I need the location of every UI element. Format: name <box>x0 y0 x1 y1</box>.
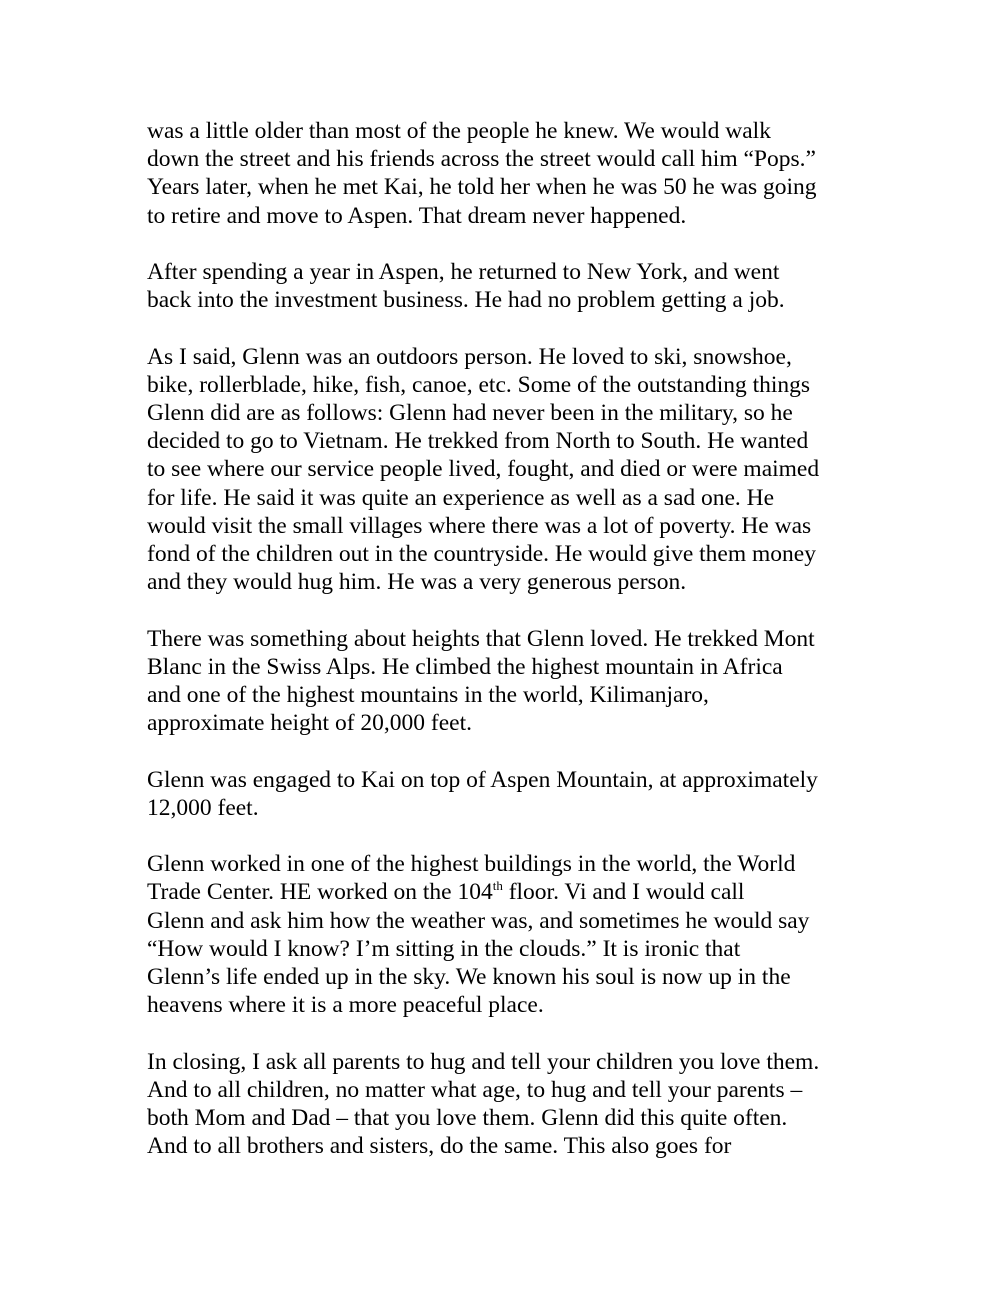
paragraph-new-york <box>147 258 867 314</box>
paragraph-outdoors <box>147 343 867 597</box>
ordinal-suffix: th <box>492 878 503 894</box>
text-line: and one of the highest mountains in the world, Kilimanjaro, <box>147 682 709 709</box>
text-line: As I said, Glenn was an outdoors person. He loved to ski, snowshoe, <box>147 343 792 370</box>
text-line: back into the investment business. He had no problem getting a job. <box>147 287 785 314</box>
text-line: and they would hug him. He was a very generous person. <box>147 569 687 596</box>
text-line: Glenn did are as follows: Glenn had never been in the military, so he <box>147 400 793 426</box>
text-line: for life. He said it was quite an experience as well as a sad one. He <box>147 484 775 511</box>
text-line: And to all brothers and sisters, do the same. This also goes for <box>147 1133 732 1160</box>
text-segment: floor. Vi and I would call <box>502 879 745 906</box>
text-line: Glenn and ask him how the weather was, and sometimes he would say <box>147 907 810 934</box>
paragraph-world-trade-center <box>147 850 867 1019</box>
text-line: Glenn worked in one of the highest buildings in the world, the World <box>147 851 796 878</box>
text-line: And to all children, no matter what age, to hug and tell your parents – <box>147 1076 803 1103</box>
text-line: bike, rollerblade, hike, fish, canoe, etc. Some of the outstanding things <box>147 371 811 398</box>
text-line: to see where our service people lived, fought, and died or were maimed <box>147 456 820 483</box>
text-segment: Trade Center. HE worked on the 104 <box>147 879 493 906</box>
text-line: Years later, when he met Kai, he told her when he was 50 he was going <box>147 174 817 201</box>
text-line: Glenn was engaged to Kai on top of Aspen Mountain, at approximately <box>147 766 818 793</box>
text-line: fond of the children out in the countryside. He would give them money <box>147 541 816 568</box>
paragraph-closing <box>147 1048 867 1161</box>
text-line: In closing, I ask all parents to hug and tell your children you love them. <box>147 1048 820 1075</box>
text-line: There was something about heights that Glenn loved. He trekked Mont <box>147 625 815 652</box>
paragraph-pops <box>147 117 867 230</box>
text-line: decided to go to Vietnam. He trekked from North to South. He wanted <box>147 428 809 455</box>
text-line: down the street and his friends across the street would call him “Pops.” <box>147 146 816 173</box>
text-line: was a little older than most of the people he knew. We would walk <box>147 118 771 144</box>
text-line: would visit the small villages where there was a lot of poverty. He was <box>147 512 812 539</box>
text-line <box>147 878 867 906</box>
text-line: approximate height of 20,000 feet. <box>147 710 472 737</box>
text-line: 12,000 feet. <box>147 794 259 821</box>
text-line: both Mom and Dad – that you love them. Glenn did this quite often. <box>147 1105 788 1132</box>
text-line: After spending a year in Aspen, he returned to New York, and went <box>147 259 780 285</box>
text-line: Glenn’s life ended up in the sky. We known his soul is now up in the <box>147 964 791 991</box>
body-text <box>147 117 867 1160</box>
paragraph-heights <box>147 625 867 738</box>
text-line: heavens where it is a more peaceful place. <box>147 992 544 1019</box>
paragraph-engaged <box>147 766 867 822</box>
text-line: Blanc in the Swiss Alps. He climbed the highest mountain in Africa <box>147 653 783 680</box>
text-line: “How would I know? I’m sitting in the clouds.” It is ironic that <box>147 935 741 962</box>
text-line: to retire and move to Aspen. That dream never happened. <box>147 202 687 229</box>
